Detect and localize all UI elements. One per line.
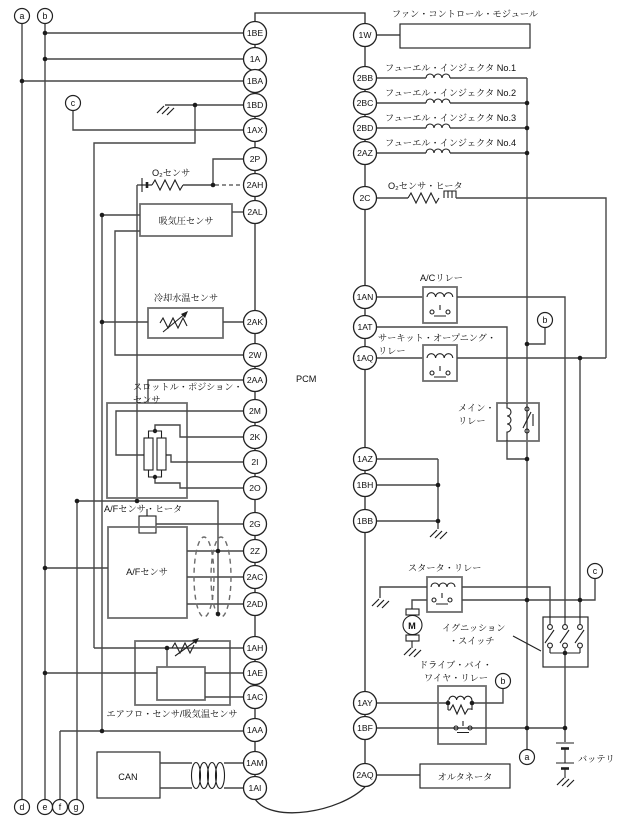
pcm-pin-label-2AK: 2AK: [246, 317, 264, 327]
wire-b-elbow: [529, 328, 545, 344]
throttle-resistor-right: [157, 438, 166, 470]
ac-relay-switch: [430, 305, 450, 316]
pcm-pin-label-2AQ: 2AQ: [356, 770, 374, 780]
label-battery: バッテリ: [578, 754, 615, 764]
pcm-pin-label-2BD: 2BD: [356, 123, 374, 133]
label-af-sensor: A/Fセンサ: [126, 567, 168, 577]
label-motor-m: M: [408, 621, 416, 631]
pcm-pin-label-2BB: 2BB: [356, 73, 374, 83]
cor-relay-switch: [430, 366, 450, 377]
wire-2o: [155, 477, 243, 488]
terminal-label-c: c: [70, 98, 76, 108]
pcm-pin-label-1BA: 1BA: [246, 76, 264, 86]
o2-heater-resistor: [408, 193, 439, 203]
pcm-pin-label-2AH: 2AH: [246, 180, 264, 190]
label-alternator: オルタネータ: [437, 772, 493, 782]
pcm-pin-label-1BF: 1BF: [357, 723, 373, 733]
wire-2p: [213, 159, 243, 183]
pcm-pin-label-1BH: 1BH: [356, 480, 374, 490]
starter-relay-box: [427, 577, 462, 612]
pcm-pin-label-1AH: 1AH: [246, 643, 264, 653]
pcm-pin-label-2M: 2M: [249, 406, 261, 416]
wire-shield-drain: [77, 501, 218, 614]
terminal-label-a: a: [524, 752, 530, 762]
pcm-pin-label-2C: 2C: [359, 193, 371, 203]
terminal-label-e: e: [42, 802, 48, 812]
o2-heater-element: [444, 191, 456, 198]
label-intake-pressure-sensor: 吸気圧センサ: [158, 216, 214, 226]
label-ignition-switch-1: イグニッション: [442, 623, 506, 633]
label-o2-sensor-heater: O₂センサ・ヒータ: [388, 181, 463, 191]
pcm-pin-label-1A: 1A: [249, 54, 261, 64]
circuit-opening-relay-box: [423, 345, 457, 381]
label-ac-relay: A/Cリレー: [420, 273, 463, 283]
pcm-pin-label-2BC: 2BC: [356, 98, 374, 108]
starter-relay-coil: [431, 583, 455, 587]
pcm-pin-label-1BB: 1BB: [356, 516, 374, 526]
label-airflow-intake-temp-sensor: エアフロ・センサ/吸気温センサ: [106, 709, 238, 719]
pcm-pin-label-2K: 2K: [249, 432, 261, 442]
wire-starter-motor: [412, 600, 427, 609]
wire-c-1ax: [73, 111, 243, 130]
label-fuel-injector-3: フューエル・インジェクタ No.3: [385, 113, 517, 123]
ground-1bd: [157, 106, 174, 115]
wire-dbw-b: [472, 689, 503, 703]
wire-c-elbow: [582, 579, 595, 600]
label-starter-relay: スタータ・リレー: [408, 563, 482, 573]
pcm-pin-label-1AT: 1AT: [357, 322, 373, 332]
terminal-label-f: f: [58, 802, 62, 812]
pcm-pin-label-1AX: 1AX: [246, 125, 264, 135]
wire-2k: [155, 425, 243, 437]
label-o2-sensor: O₂センサ: [152, 168, 191, 178]
pcm-top-edge: [255, 13, 365, 24]
pcm-pin-label-2AZ: 2AZ: [357, 148, 373, 158]
terminal-label-c: c: [592, 566, 598, 576]
label-fan-control-module: ファン・コントロール・モジュール: [391, 9, 539, 19]
pcm-pin-label-1W: 1W: [358, 30, 372, 40]
pcm-pin-label-1BE: 1BE: [246, 28, 264, 38]
label-fuel-injector-2: フューエル・インジェクタ No.2: [385, 88, 517, 98]
o2-resistor: [152, 180, 183, 190]
main-relay-switch: [523, 407, 533, 433]
label-fuel-injector-4: フューエル・インジェクタ No.4: [385, 138, 517, 148]
can-twisted-pair: [192, 763, 225, 789]
label-main-relay-1: メイン・: [458, 403, 495, 413]
pcm-pin-label-2I: 2I: [251, 457, 259, 467]
pcm-pin-label-2O: 2O: [249, 483, 261, 493]
pcm-pin-label-1AE: 1AE: [246, 668, 264, 678]
drive-by-wire-relay-box: [438, 686, 486, 744]
coolant-arrow: [163, 313, 186, 332]
ac-relay-coil: [427, 293, 453, 297]
terminal-label-d: d: [19, 802, 25, 812]
ground-1bb: [430, 530, 447, 539]
pcm-pin-label-1AY: 1AY: [357, 698, 373, 708]
label-ignition-switch-2: ・スイッチ: [449, 636, 495, 646]
label-drive-by-wire-relay-2: ワイヤ・リレー: [424, 673, 489, 683]
pcm-pin-label-2AD: 2AD: [246, 599, 264, 609]
label-drive-by-wire-relay-1: ドライブ・バイ・: [419, 660, 492, 670]
pcm-pin-label-2W: 2W: [248, 350, 262, 360]
pcm-pin-label-1AM: 1AM: [246, 758, 264, 768]
ground-starter-coil: [372, 599, 389, 608]
terminal-label-b: b: [42, 11, 48, 21]
label-coolant-temp-sensor: 冷却水温センサ: [153, 293, 219, 303]
label-throttle-position-sensor-2: センサ: [133, 395, 161, 405]
pcm-pin-label-1AZ: 1AZ: [357, 454, 373, 464]
terminal-label-b: b: [542, 315, 548, 325]
pcm-pin-label-1AA: 1AA: [246, 725, 264, 735]
left-wires: [22, 24, 243, 799]
label-fuel-injector-1: フューエル・インジェクタ No.1: [385, 63, 517, 73]
dbw-relay-coil-resistor: [448, 696, 472, 714]
pcm-pin-label-2AA: 2AA: [246, 375, 264, 385]
pcm-pin-label-1AI: 1AI: [248, 783, 262, 793]
throttle-position-sensor-box: [107, 403, 187, 498]
ground-motor: [404, 648, 421, 657]
wire-1az-1bh-1bb: [377, 459, 438, 529]
terminal-label-g: g: [73, 802, 79, 812]
terminal-label-b: b: [500, 676, 506, 686]
wire-starter-coil-gnd: [380, 587, 427, 598]
pcm-pin-label-2G: 2G: [249, 519, 261, 529]
af-heater-element: [139, 516, 156, 533]
terminal-label-a: a: [19, 11, 25, 21]
pcm-pin-label-2Z: 2Z: [249, 546, 261, 556]
pcm-pin-label-1BD: 1BD: [246, 100, 264, 110]
pcm-pin-label-2AC: 2AC: [246, 572, 264, 582]
ignition-switch-contacts: [545, 617, 584, 653]
wire-2i: [166, 455, 243, 462]
battery-symbol: [556, 743, 574, 778]
dbw-relay-switch: [454, 721, 472, 733]
label-af-sensor-heater: A/Fセンサ・ヒータ: [104, 504, 183, 514]
label-circuit-opening-relay-1: サーキット・オープニング・: [378, 333, 497, 343]
label-pcm: PCM: [296, 374, 317, 384]
label-can: CAN: [118, 772, 138, 782]
throttle-resistor-left: [144, 438, 153, 470]
pcm-pin-label-1AQ: 1AQ: [356, 353, 374, 363]
pcm-pins: [244, 22, 377, 800]
ground-battery: [557, 778, 574, 787]
cor-relay-coil: [427, 354, 453, 358]
airflow-inner-box: [157, 667, 205, 700]
pcm-pin-label-1AC: 1AC: [246, 692, 264, 702]
pcm-pin-label-1AN: 1AN: [356, 292, 374, 302]
label-main-relay-2: リレー: [458, 416, 486, 426]
fan-control-module-box: [400, 24, 530, 48]
label-throttle-position-sensor-1: スロットル・ポジション・: [133, 382, 243, 392]
pcm-body-outline: [255, 13, 365, 813]
main-relay-coil: [507, 403, 527, 459]
rail-ign-1: [462, 587, 550, 617]
pcm-pin-label-2AL: 2AL: [247, 207, 263, 217]
label-circuit-opening-relay-2: リレー: [378, 346, 406, 356]
starter-relay-switch: [432, 593, 452, 604]
pcm-bottom-edge: [255, 787, 365, 813]
pcm-pin-label-2P: 2P: [249, 154, 261, 164]
